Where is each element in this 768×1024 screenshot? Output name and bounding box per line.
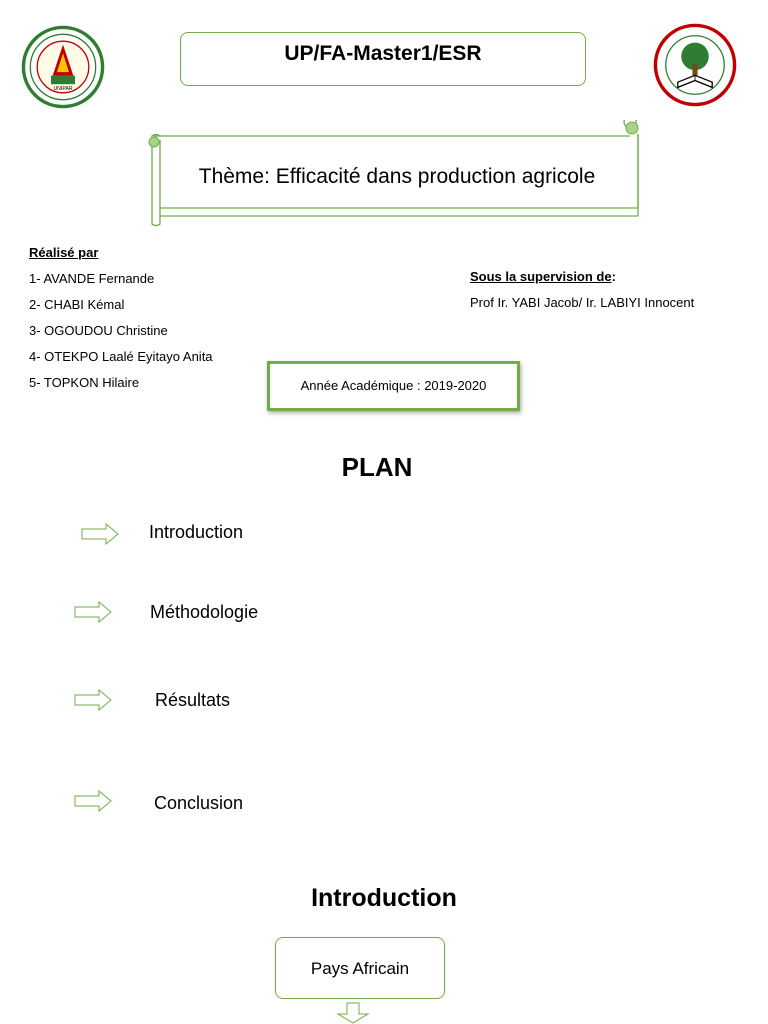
arrow-down-icon bbox=[336, 1002, 370, 1024]
plan-title: PLAN bbox=[341, 452, 413, 482]
author-item: 1- AVANDE Fernande bbox=[29, 271, 155, 286]
logo-left-abbr: UNIPAR bbox=[53, 86, 73, 93]
arrow-right-icon bbox=[74, 689, 112, 711]
introduction-title: Introduction bbox=[311, 884, 457, 912]
universite-parakou-logo bbox=[20, 24, 106, 110]
supervisor-names: Prof Ir. YABI Jacob/ Ir. LABIYI Innocent bbox=[470, 295, 695, 310]
arrow-right-icon bbox=[74, 790, 112, 812]
plan-item-resultats: Résultats bbox=[155, 690, 231, 710]
pays-africain-box: Pays Africain bbox=[275, 937, 445, 999]
author-item: 4- OTEKPO Laalé Eyitayo Anita bbox=[29, 349, 213, 364]
author-item: 5- TOPKON Hilaire bbox=[29, 375, 140, 390]
header-title: UP/FA-Master1/ESR bbox=[284, 42, 482, 65]
supervision-heading bbox=[470, 269, 616, 285]
authors-heading: Réalisé par bbox=[29, 245, 99, 260]
faculte-agronomie-logo bbox=[652, 22, 738, 108]
plan-item-conclusion: Conclusion bbox=[154, 793, 244, 813]
arrow-right-icon bbox=[74, 601, 112, 623]
supervision-heading-colon: : bbox=[611, 269, 616, 284]
theme-text: Thème: Efficacité dans production agricole bbox=[198, 165, 596, 188]
author-item: 2- CHABI Kémal bbox=[29, 297, 125, 312]
plan-item-methodologie: Méthodologie bbox=[150, 602, 259, 622]
academic-year-box: Année Académique : 2019-2020 bbox=[267, 361, 520, 411]
plan-item-introduction: Introduction bbox=[149, 522, 244, 542]
arrow-right-icon bbox=[81, 523, 119, 545]
author-item: 3- OGOUDOU Christine bbox=[29, 323, 168, 338]
header-box bbox=[180, 32, 586, 86]
supervision-heading-label: Sous la supervision de bbox=[470, 269, 612, 284]
